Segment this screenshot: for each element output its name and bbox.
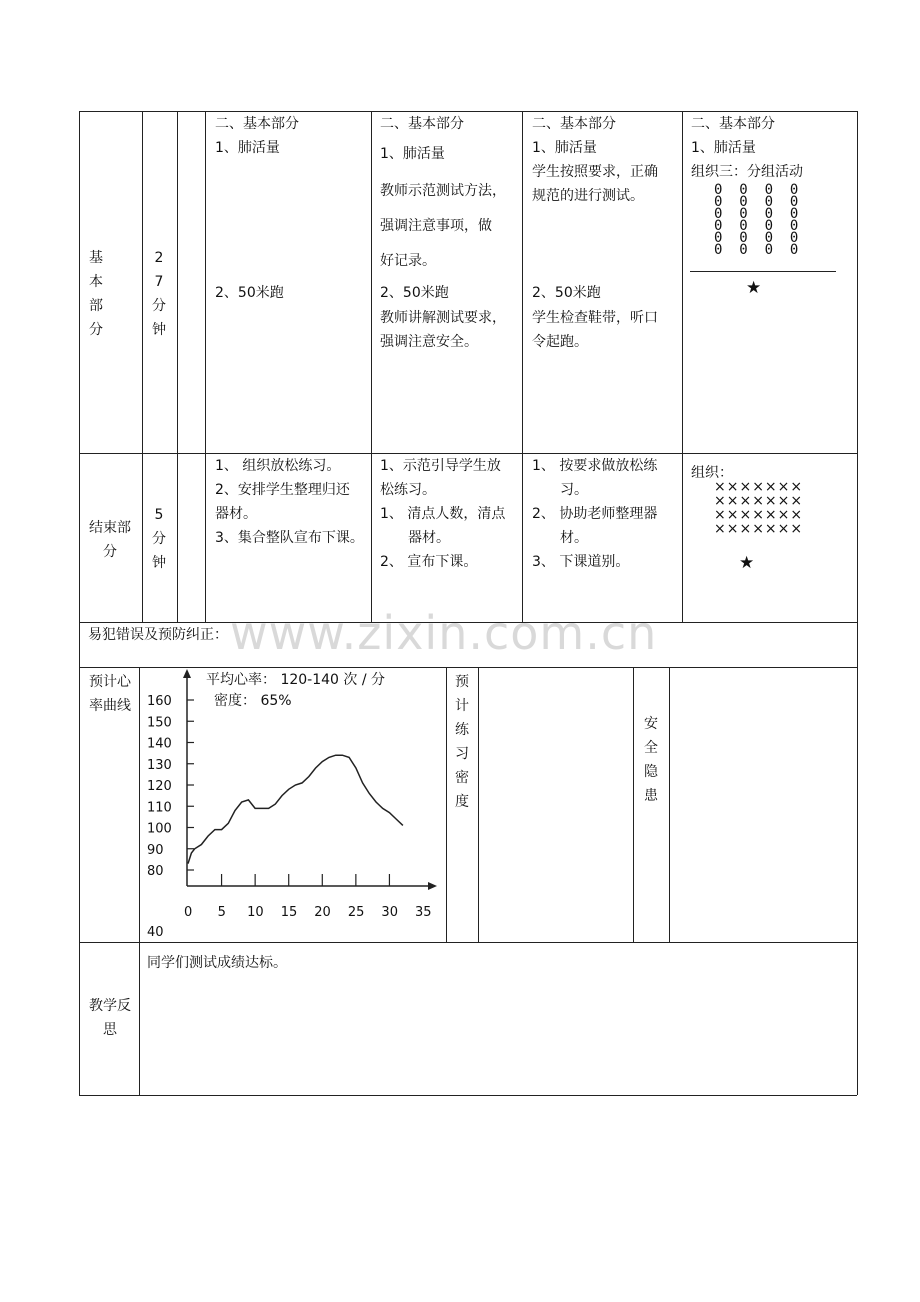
ending-teacher-line: 1、 清点人数，清点 (380, 506, 506, 522)
density-text: 密度： 65% (214, 693, 292, 709)
basic-teacher-item2-text: 强调注意安全。 (380, 334, 478, 350)
x-axis-arrow (428, 882, 437, 890)
basic-content-item1: 1、肺活量 (215, 140, 280, 156)
ending-teacher-line: 2、 宣布下课。 (380, 554, 478, 570)
ending-student-line: 材。 (560, 530, 588, 546)
basic-org-item1: 1、肺活量 (691, 140, 756, 156)
basic-content-heading: 二、基本部分 (215, 116, 299, 132)
x-tick-label: 10 (247, 905, 264, 920)
formation-baseline (690, 271, 836, 272)
x-tick-label: 15 (280, 905, 298, 920)
basic-teacher-item2-text: 教师讲解测试要求， (380, 310, 506, 326)
errors-label: 易犯错误及预防纠正： (88, 627, 228, 643)
ending-student-line: 3、 下课道别。 (532, 554, 630, 570)
y-tick-label: 90 (147, 842, 164, 858)
ending-content-line: 1、 组织放松练习。 (215, 458, 341, 474)
basic-student-item2: 2、50米跑 (532, 285, 601, 301)
y-tick-label: 130 (147, 757, 172, 773)
ending-teacher-line: 器材。 (408, 530, 450, 546)
formation-row: 0 0 0 0 (714, 242, 799, 258)
teacher-star-icon: ★ (739, 553, 755, 573)
heart-rate-chart (140, 668, 445, 942)
formation-row: 0 0 0 0 (714, 182, 799, 198)
formation-row: ××××××× (714, 507, 804, 523)
formation-row: ××××××× (714, 521, 804, 537)
formation-row: 0 0 0 0 (714, 206, 799, 222)
basic-student-item2-text: 令起跑。 (532, 334, 588, 350)
x-tick-label: 25 (347, 905, 365, 920)
practice-density-label: 预计练习密度 (455, 674, 469, 810)
ending-student-line: 2、 协助老师整理器 (532, 506, 658, 522)
section-ending-label: 结束部分 (89, 520, 131, 560)
section-basic-label: 基本部分 (89, 250, 103, 338)
y-tick-label: 120 (147, 779, 172, 794)
y-tick-label: 150 (147, 715, 172, 731)
y-axis-arrow (183, 669, 191, 678)
formation-row: 0 0 0 0 (714, 230, 799, 246)
basic-teacher-item1-text: 强调注意事项，做 (380, 218, 492, 234)
x-tick-label: 35 (415, 905, 432, 920)
basic-student-item2-text: 学生检查鞋带，听口 (532, 310, 658, 326)
y-tick-label: 160 (147, 694, 172, 709)
ending-student-line: 习。 (560, 482, 588, 498)
y-tick-label: 110 (147, 800, 172, 816)
formation-row: 0 0 0 0 (714, 194, 799, 210)
ending-teacher-line: 1、示范引导学生放 (380, 458, 501, 474)
ending-teacher-line: 松练习。 (380, 482, 436, 498)
formation-row: 0 0 0 0 (714, 218, 799, 234)
heart-rate-line (188, 755, 403, 863)
basic-org-heading: 二、基本部分 (691, 116, 775, 132)
basic-teacher-item1-text: 好记录。 (380, 253, 436, 269)
basic-teacher-heading: 二、基本部分 (380, 116, 464, 132)
ending-content-line: 2、安排学生整理归还 (215, 482, 350, 498)
basic-content-item2: 2、50米跑 (215, 285, 284, 301)
heart-curve-label: 预计心率曲线 (89, 674, 131, 714)
basic-student-item1-text: 规范的进行测试。 (532, 188, 644, 204)
formation-row: ××××××× (714, 493, 804, 509)
basic-teacher-item1-text: 教师示范测试方法， (380, 183, 506, 199)
reflection-text: 同学们测试成绩达标。 (147, 955, 287, 971)
basic-student-item1-text: 学生按照要求，正确 (532, 164, 658, 180)
basic-student-heading: 二、基本部分 (532, 116, 616, 132)
y-extra-label: 40 (147, 925, 164, 940)
basic-student-item1: 1、肺活量 (532, 140, 597, 156)
reflection-label: 教学反思 (89, 998, 131, 1038)
basic-teacher-item1: 1、肺活量 (380, 146, 445, 162)
x-tick-label: 0 (184, 905, 193, 920)
avg-heart-rate: 平均心率： 120-140 次 / 分 (206, 672, 386, 688)
section-basic-time: 27分钟 (152, 250, 166, 338)
ending-org-label: 组织： (691, 465, 733, 481)
x-tick-label: 30 (381, 905, 398, 920)
ending-content-line: 器材。 (215, 506, 257, 522)
safety-hazard-label: 安全隐患 (644, 716, 658, 804)
basic-teacher-item2: 2、50米跑 (380, 285, 449, 301)
y-tick-label: 100 (147, 821, 172, 837)
y-tick-label: 80 (147, 864, 164, 879)
ending-student-line: 1、 按要求做放松练 (532, 458, 658, 474)
ending-content-line: 3、集合整队宣布下课。 (215, 530, 364, 546)
y-tick-label: 140 (147, 736, 172, 752)
x-tick-label: 20 (314, 905, 331, 920)
section-ending-time: 5分钟 (152, 507, 166, 571)
formation-row: ××××××× (714, 479, 804, 495)
x-tick-label: 5 (217, 905, 226, 920)
watermark: www.zixin.com.cn (230, 606, 658, 660)
teacher-star-icon: ★ (746, 278, 762, 298)
basic-org-label: 组织三：分组活动 (691, 164, 803, 180)
